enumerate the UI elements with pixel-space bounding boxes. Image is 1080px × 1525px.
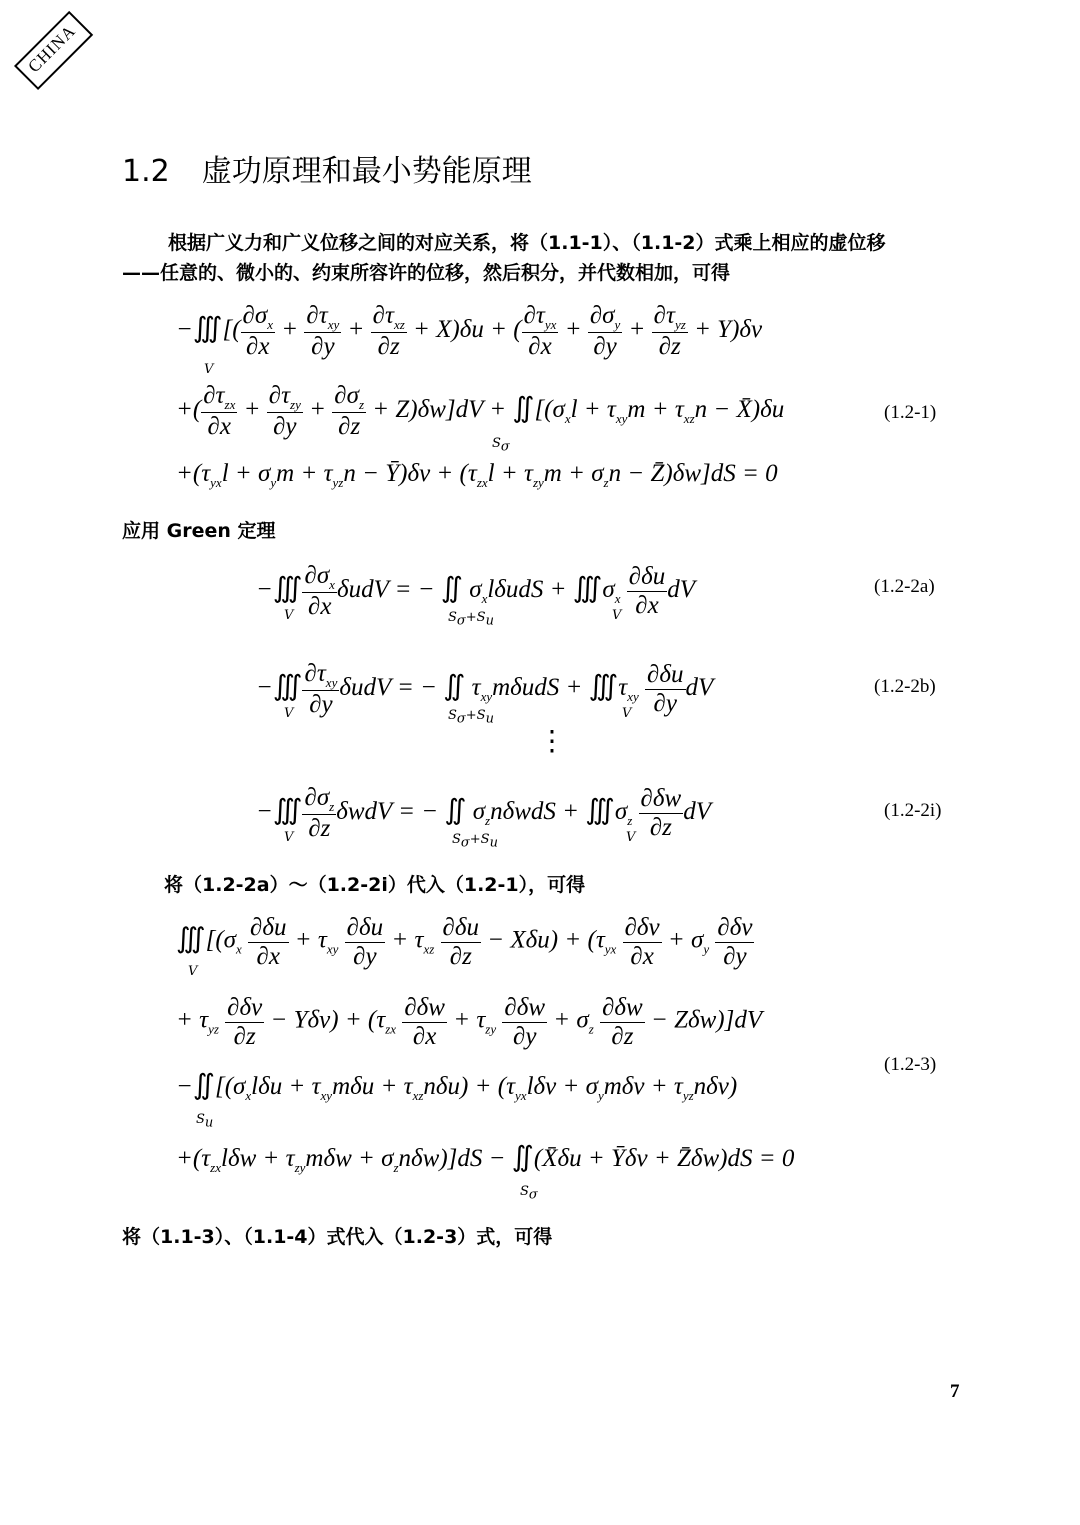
paragraph-final: 将（1.1-3）、（1.1-4）式代入（1.2-3）式，可得: [122, 1226, 553, 1248]
limit-S-sigma-plus-Su: $S_\sigma+S_u$: [448, 708, 494, 727]
section-number: 1.2: [122, 154, 170, 189]
equation-number-1-2-1: (1.2-1): [884, 402, 937, 423]
limit-V: V: [622, 706, 632, 721]
equation-number-1-2-2a: (1.2-2a): [874, 576, 935, 597]
equation-3-line-3: $-∬[(\sigma_xl\delta u + \tau_{xy}m\delta u + \tau_{xz}n\delta u) + (\tau_{yx}l\delta v + \sigma_ym\delta v + \tau_{yz}n\delta v)$: [176, 1070, 738, 1103]
equation-2i: −∭ $\frac{\partial\sigma_z}{\partial z}$ δwdV = − ∬ $\sigma_zn\delta wdS$ + $∭\sigma_z$ $\frac{\partial\delta w}{\partial z}$ dV: [256, 784, 711, 843]
limit-S-sigma: $S_\sigma$: [492, 436, 510, 455]
limit-S-sigma-plus-Su: $S_\sigma+S_u$: [452, 832, 498, 851]
equation-2b: −∭ $\frac{\partial\tau_{xy}}{\partial y}$ δudV = − ∬ $\tau_{xy}m\delta udS$ + $∭\tau_{xy}$ $\frac{\partial\delta u}{\partial y}$ dV: [256, 660, 714, 719]
equation-3-line-1: $∭[(\sigma_x$ $\frac{\partial\delta u}{\partial x}$ + $\tau_{xy}$ $\frac{\partial\delta u}{\partial y}$ + $\tau_{xz}$ $\frac{\partial\delta u}{\partial z}$ − $X\delta u) + (\tau_{yx}$ $\frac{\partial\delta v}{\partial x}$ + $\sigma_y$ $\frac{\partial\delta v}{\partial y}$: [176, 914, 753, 970]
limit-Su: $S_u$: [196, 1112, 214, 1131]
china-stamp: CHINA: [14, 11, 93, 90]
vertical-ellipsis: ⋮: [538, 724, 566, 757]
equation-2a: −∭ $\frac{\partial\sigma_x}{\partial x}$ δudV = − ∬ $\sigma_xl\delta udS$ + $∭\sigma_x$ $\frac{\partial\delta u}{\partial x}$ dV: [256, 562, 696, 621]
paragraph-line-2: ——任意的、微小的、约束所容许的位移，然后积分，并代数相加，可得: [122, 262, 731, 284]
equation-1-line-2: +( $\frac{\partial\tau_{zx}}{\partial x}$ + $\frac{\partial\tau_{zy}}{\partial y}$ + $\frac{\partial\sigma_z}{\partial z}$ + $Z)\delta w]dV + ∬[(\sigma_xl + \tau_{xy}m + \tau_{xz}n$ − X̄)δu: [176, 382, 785, 441]
equation-3-line-4: $+(\tau_{zx}l\delta w + \tau_{zy}m\delta w + \sigma_zn\delta w)]dS$ − ∬(X̄δu + Ȳδv + Z̄δw)dS = 0: [176, 1142, 795, 1175]
equation-number-1-2-3: (1.2-3): [884, 1054, 937, 1075]
equation-number-1-2-2b: (1.2-2b): [874, 676, 936, 697]
limit-V: V: [284, 830, 294, 845]
equation-1-line-1: −∭[( $\frac{\partial\sigma_x}{\partial x}$ + $\frac{\partial\tau_{xy}}{\partial y}$ + $\frac{\partial\tau_{xz}}{\partial z}$ + X)δu + ( $\frac{\partial\tau_{yx}}{\partial x}$ + $\frac{\partial\sigma_y}{\partial y}$ + $\frac{\partial\tau_{yz}}{\partial z}$ + Y)δv: [176, 302, 763, 361]
limit-V: V: [204, 362, 214, 377]
section-title: 虚功原理和最小势能原理: [201, 154, 532, 189]
limit-V: V: [626, 830, 636, 845]
limit-V: V: [188, 964, 198, 979]
equation-number-1-2-2i: (1.2-2i): [884, 800, 942, 821]
paragraph-green: 应用 Green 定理: [122, 520, 276, 542]
limit-V: V: [284, 706, 294, 721]
section-heading: [122, 146, 532, 190]
paragraph-line-1: 根据广义力和广义位移之间的对应关系，将（1.1-1）、（1.1-2）式乘上相应的虚位移: [168, 232, 886, 254]
limit-S-sigma: $S_\sigma$: [520, 1184, 538, 1203]
equation-1-line-3: $+(\tau_{yx}l + \sigma_ym + \tau_{yz}n$ − Ȳ)δv + ($\tau_{zx}l + \tau_{zy}m + \sigma_zn$ − Z̄)δw]dS = 0: [176, 460, 778, 490]
page-number: 7: [950, 1381, 960, 1402]
equation-3-line-2: + $\tau_{yz}$ $\frac{\partial\delta v}{\partial z}$ − $Y\delta v) + (\tau_{zx}$ $\frac{\partial\delta w}{\partial x}$ + $\tau_{zy}$ $\frac{\partial\delta w}{\partial y}$ + $\sigma_z$ $\frac{\partial\delta w}{\partial z}$ − Zδw)]dV: [176, 994, 763, 1050]
limit-S-sigma-plus-Su: $S_\sigma+S_u$: [448, 610, 494, 629]
paragraph-substitute: 将（1.2-2a）～（1.2-2i）代入（1.2-1），可得: [164, 874, 586, 896]
limit-V: V: [612, 608, 622, 623]
limit-V: V: [284, 608, 294, 623]
